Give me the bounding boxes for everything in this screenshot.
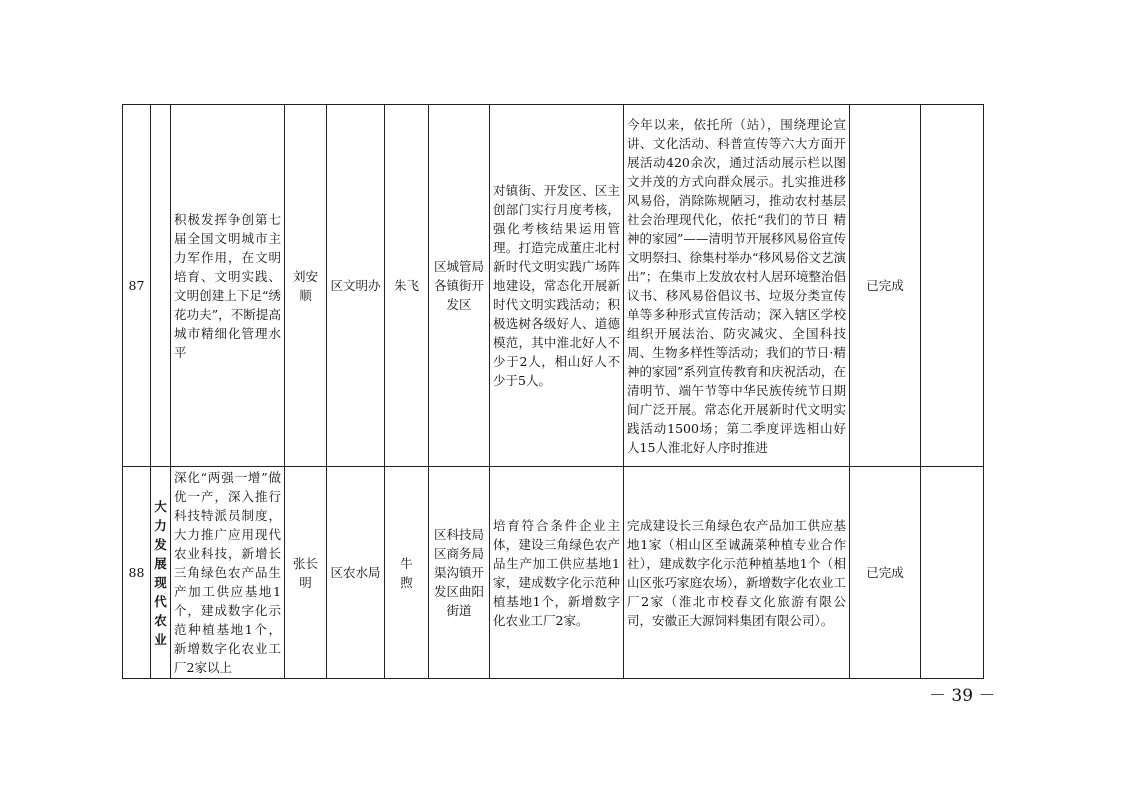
table-row — [123, 467, 984, 679]
lead-unit-cell: 区农水局 — [327, 467, 385, 679]
remark-cell — [921, 467, 984, 679]
person-cell: 朱飞 — [385, 105, 429, 467]
task-table — [122, 104, 984, 679]
row-number: 88 — [123, 467, 151, 679]
table-row — [123, 105, 984, 467]
responsible-units-cell: 区科技局区商务局渠沟镇开发区曲阳街道 — [429, 467, 490, 679]
category-char: 业 — [154, 631, 167, 647]
responsible-units-cell: 区城管局各镇街开发区 — [429, 105, 490, 467]
leader-cell: 刘安顺 — [285, 105, 327, 467]
category-cell — [151, 105, 171, 467]
category-char: 大 — [154, 498, 167, 514]
remark-cell — [921, 105, 984, 467]
lead-unit-cell: 区文明办 — [327, 105, 385, 467]
category-char: 农 — [154, 612, 167, 628]
person-cell: 牛 煦 — [385, 467, 429, 679]
task-cell: 积极发挥争创第七届全国文明城市主力军作用，在文明培育、文明实践、文明创建上下足“绣花功夫”，不断提高城市精细化管理水平 — [171, 105, 285, 467]
category-char: 现 — [154, 574, 167, 590]
category-char: 力 — [154, 517, 167, 533]
category-char: 发 — [154, 536, 167, 552]
status-cell: 已完成 — [850, 105, 921, 467]
measures-cell: 对镇街、开发区、区主创部门实行月度考核，强化考核结果运用管理。打造完成董庄北村新时代文明实践广场阵地建设，常态化开展新时代文明实践活动；积极选树各级好人、道德模范，其中淮北好人不少于2人，相山好人不少于5人。 — [490, 105, 624, 467]
row-number: 87 — [123, 105, 151, 467]
category-cell — [151, 467, 171, 679]
page-number: － 39 － — [929, 686, 996, 706]
progress-cell: 今年以来，依托所（站），围绕理论宣讲、文化活动、科普宣传等六大方面开展活动420余次，通过活动展示栏以图文并茂的方式向群众展示。扎实推进移风易俗，消除陈规陋习，推动农村基层社会治理现代化，依托“我们的节日 精神的家园”——清明节开展移风易俗宣传文明祭扫、徐集村举办“移风易俗文艺演出”；在集市上发放农村人居环境整治倡议书、移风易俗倡议书、垃圾分类宣传单等多种形式宣传活动；深入辖区学校组织开展法治、防灾减灾、全国科技周、生物多样性等活动；我们的节日·精神的家园”系列宣传教育和庆祝活动，在清明节、端午节等中华民族传统节日期间广泛开展。常态化开展新时代文明实践活动1500场；第二季度评选相山好人15人淮北好人序时推进 — [624, 105, 850, 467]
task-cell: 深化“两强一增”做优一产，深入推行科技特派员制度，大力推广应用现代农业科技，新增长三角绿色农产品生产加工供应基地1个，建成数字化示范种植基地1个，新增数字化农业工厂2家以上 — [171, 467, 285, 679]
progress-cell: 完成建设长三角绿色农产品加工供应基地1家（相山区至诚蔬菜种植专业合作社），建成数字化示范种植基地1个（相山区张巧家庭农场），新增数字化农业工厂2家（淮北市校春文化旅游有限公司，安徽正大源饲料集团有限公司）。 — [624, 467, 850, 679]
category-char: 展 — [154, 555, 167, 571]
leader-cell: 张长明 — [285, 467, 327, 679]
category-char: 代 — [154, 593, 167, 609]
measures-cell: 培育符合条件企业主体，建设三角绿色农产品生产加工供应基地1家，建成数字化示范种植基地1个，新增数字化农业工厂2家。 — [490, 467, 624, 679]
status-cell: 已完成 — [850, 467, 921, 679]
